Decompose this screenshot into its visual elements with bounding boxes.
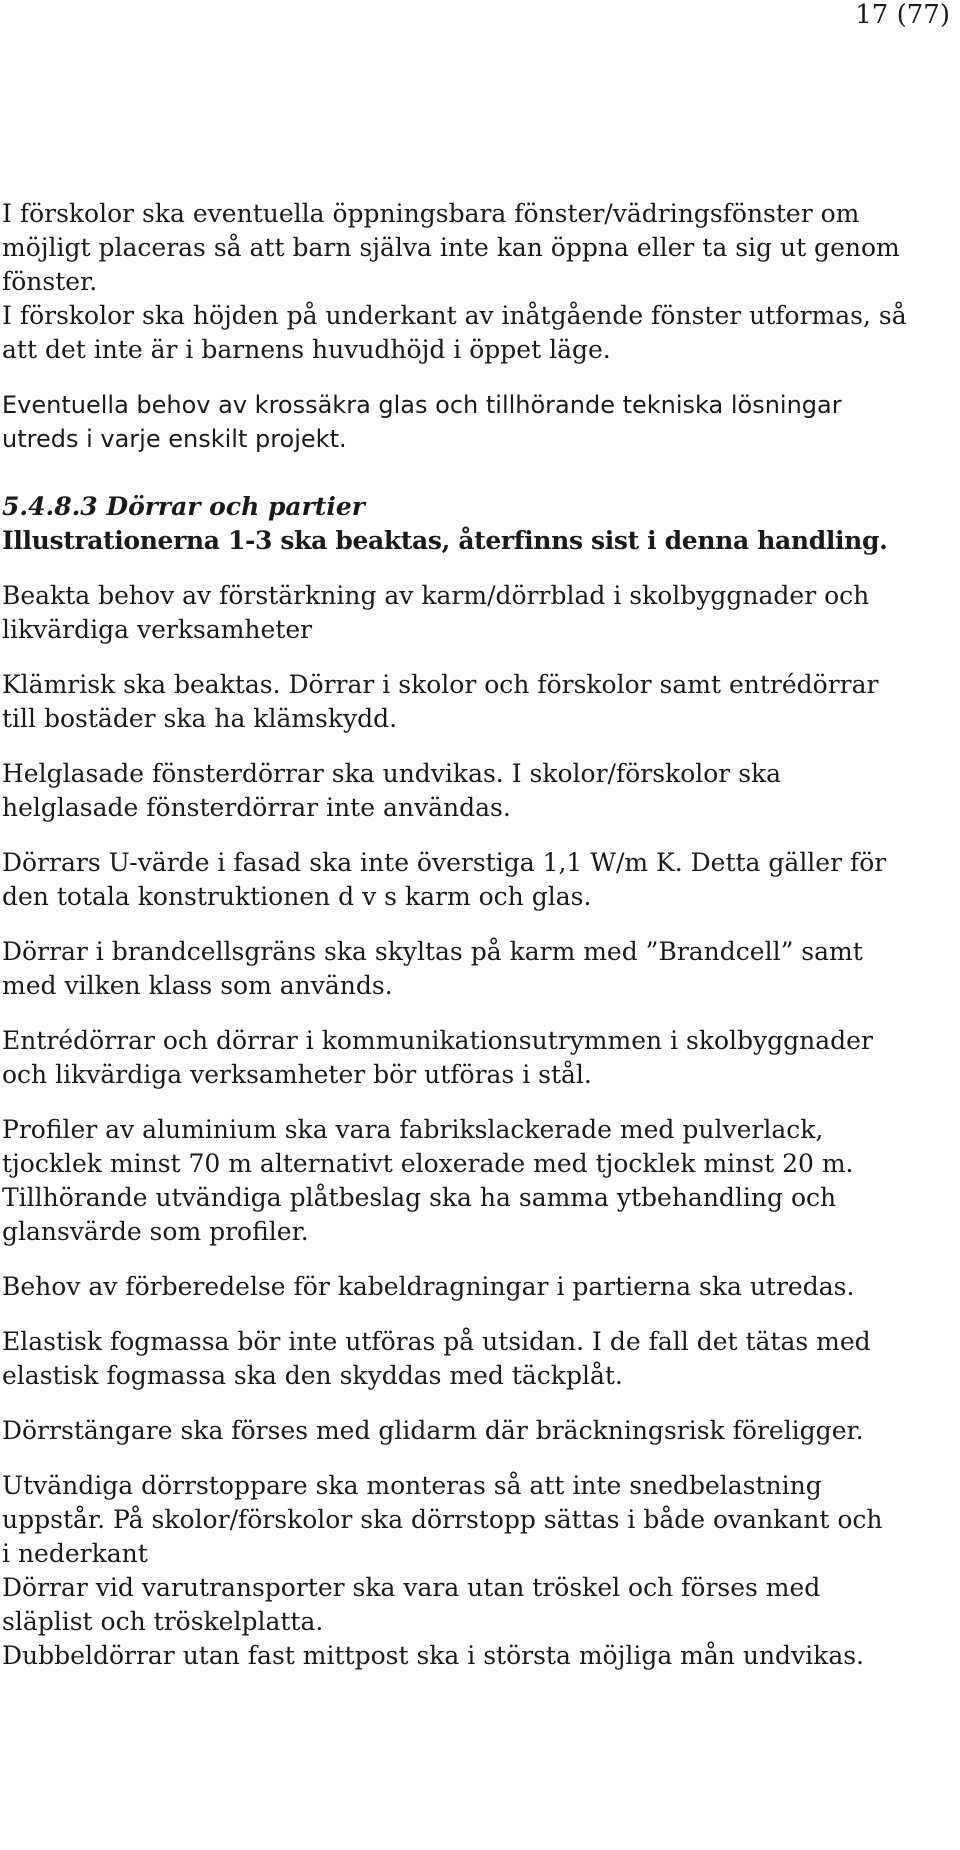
text-line: Tillhörande utvändiga plåtbeslag ska ha samma ytbehandling och [2, 1183, 837, 1212]
paragraph [2, 1469, 957, 1673]
text-line: uppstår. På skolor/förskolor ska dörrstopp sättas i både ovankant och [2, 1505, 883, 1534]
text-line: helglasade fönsterdörrar inte användas. [2, 793, 511, 822]
text-line: till bostäder ska ha klämskydd. [2, 704, 398, 733]
text-line: Behov av förberedelse för kabeldragningar i partierna ska utredas. [2, 1272, 855, 1301]
text-line: och likvärdiga verksamheter bör utföras i stål. [2, 1060, 592, 1089]
paragraph [2, 935, 957, 1003]
paragraph [2, 1270, 957, 1304]
text-line: Dubbeldörrar utan fast mittpost ska i största möjliga mån undvikas. [2, 1641, 864, 1670]
text-line: möjligt placeras så att barn själva inte kan öppna eller ta sig ut genom [2, 233, 900, 262]
text-line: Entrédörrar och dörrar i kommunikationsutrymmen i skolbyggnader [2, 1026, 873, 1055]
text-line: fönster. [2, 267, 98, 296]
paragraph [2, 579, 957, 647]
text-line: Dörrar i brandcellsgräns ska skyltas på karm med ”Brandcell” samt [2, 937, 863, 966]
text-line: tjocklek minst 70 m alternativt eloxerade med tjocklek minst 20 m. [2, 1149, 854, 1178]
section-heading: 5.4.8.3 Dörrar och partier [2, 492, 365, 521]
paragraph [2, 1024, 957, 1092]
text-line: Dörrar vid varutransporter ska vara utan tröskel och förses med [2, 1573, 821, 1602]
text-line: utreds i varje enskilt projekt. [2, 425, 347, 453]
paragraph [2, 1325, 957, 1393]
text-line: Helglasade fönsterdörrar ska undvikas. I skolor/förskolor ska [2, 759, 782, 788]
text-line: I förskolor ska höjden på underkant av inåtgående fönster utformas, så [2, 301, 907, 330]
text-line: den totala konstruktionen d v s karm och glas. [2, 882, 592, 911]
text-line: Elastisk fogmassa bör inte utföras på utsidan. I de fall det tätas med [2, 1327, 871, 1356]
text-line: glansvärde som profiler. [2, 1217, 309, 1246]
text-line: Utvändiga dörrstoppare ska monteras så att inte snedbelastning [2, 1471, 822, 1500]
document-body [2, 197, 957, 1673]
text-line: Beakta behov av förstärkning av karm/dörrblad i skolbyggnader och [2, 581, 870, 610]
text-line: I förskolor ska eventuella öppningsbara fönster/vädringsfönster om [2, 199, 860, 228]
text-line: elastisk fogmassa ska den skyddas med täckplåt. [2, 1361, 623, 1390]
paragraph [2, 846, 957, 914]
text-line: att det inte är i barnens huvudhöjd i öppet läge. [2, 335, 611, 364]
paragraph-shatterproof-glass [2, 388, 957, 456]
text-line: med vilken klass som används. [2, 971, 393, 1000]
text-line: släplist och tröskelplatta. [2, 1607, 324, 1636]
paragraph-windows-preschool [2, 197, 957, 367]
paragraph [2, 1113, 957, 1249]
text-line: Klämrisk ska beaktas. Dörrar i skolor och förskolor samt entrédörrar [2, 670, 879, 699]
text-line: i nederkant [2, 1539, 148, 1568]
page-number: 17 (77) [855, 0, 950, 30]
text-line: Dörrars U-värde i fasad ska inte överstiga 1,1 W/m K. Detta gäller för [2, 848, 887, 877]
paragraph [2, 1414, 957, 1448]
text-line: Eventuella behov av krossäkra glas och tillhörande tekniska lösningar [2, 391, 842, 419]
text-line: Profiler av aluminium ska vara fabrikslackerade med pulverlack, [2, 1115, 824, 1144]
section-subheading: Illustrationerna 1-3 ska beaktas, återfinns sist i denna handling. [2, 526, 888, 555]
paragraph [2, 668, 957, 736]
paragraph [2, 757, 957, 825]
text-line: Dörrstängare ska förses med glidarm där bräckningsrisk föreligger. [2, 1416, 864, 1445]
text-line: likvärdiga verksamheter [2, 615, 313, 644]
